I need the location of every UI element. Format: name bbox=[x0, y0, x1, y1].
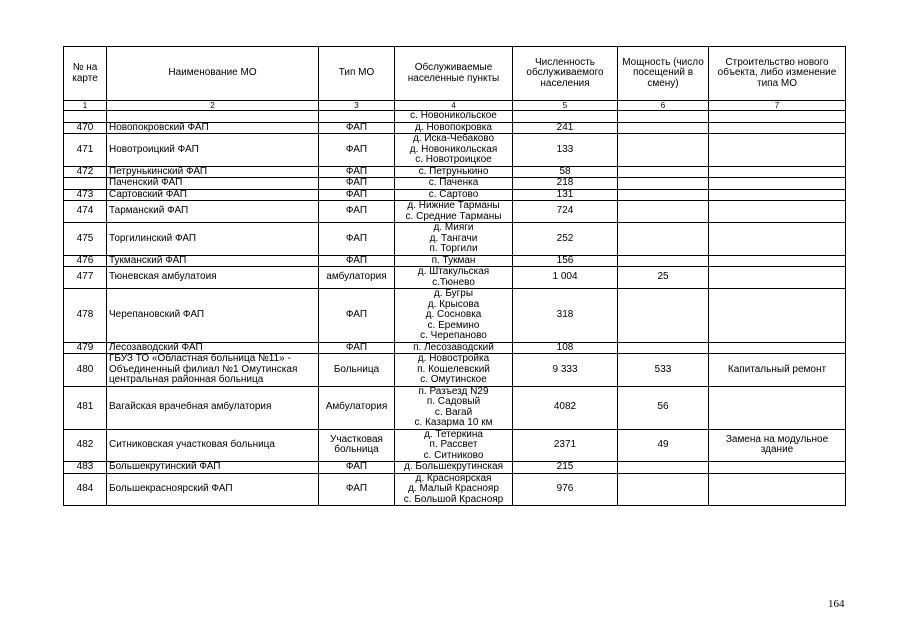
cell-capacity bbox=[618, 111, 709, 123]
cell-population: 976 bbox=[513, 473, 618, 506]
cell-type: ФАП bbox=[319, 255, 395, 267]
table-row bbox=[64, 386, 846, 429]
cell-construction bbox=[709, 255, 846, 267]
cell-construction bbox=[709, 189, 846, 201]
cell-type: ФАП bbox=[319, 473, 395, 506]
cell-name: Сартовский ФАП bbox=[107, 189, 319, 201]
settlement-line: д. Новоникольская bbox=[409, 143, 498, 155]
cell-name: Лесозаводский ФАП bbox=[107, 342, 319, 354]
table-row bbox=[64, 134, 846, 167]
cell-type: ФАП bbox=[319, 189, 395, 201]
cell-capacity: 49 bbox=[618, 429, 709, 462]
settlement-line: д. Штакульская bbox=[417, 266, 490, 277]
page-number: 164 bbox=[828, 598, 845, 610]
cell-type: ФАП bbox=[319, 223, 395, 256]
cell-population: 318 bbox=[513, 289, 618, 343]
cell-population: 58 bbox=[513, 166, 618, 178]
settlement-line: д. Бугры bbox=[433, 288, 474, 299]
settlement-line: д. Новопокровка bbox=[415, 121, 492, 133]
cell-construction bbox=[709, 462, 846, 474]
cell-capacity bbox=[618, 189, 709, 201]
cell-construction bbox=[709, 267, 846, 289]
cell-places bbox=[395, 429, 513, 462]
cell-places bbox=[395, 122, 513, 134]
cell-places bbox=[395, 134, 513, 167]
cell-capacity: 25 bbox=[618, 267, 709, 289]
cell-construction bbox=[709, 473, 846, 506]
table-row bbox=[64, 267, 846, 289]
cell-population: 241 bbox=[513, 122, 618, 134]
cell-places bbox=[395, 166, 513, 178]
cell-construction bbox=[709, 166, 846, 178]
cell-num: 470 bbox=[64, 122, 107, 134]
cell-construction: Капитальный ремонт bbox=[709, 354, 846, 387]
settlement-line: д. Тетеркина bbox=[424, 428, 483, 440]
settlement-line: п. Разъезд N29 bbox=[418, 385, 489, 397]
table-row bbox=[64, 462, 846, 474]
cell-construction bbox=[709, 201, 846, 223]
settlement-line: д. Мияги bbox=[433, 222, 474, 233]
settlement-line: с. Новоникольское bbox=[410, 110, 497, 121]
cell-capacity: 56 bbox=[618, 386, 709, 429]
cell-name: Паченский ФАП bbox=[107, 178, 319, 190]
settlement-line: п. Кошелевский bbox=[417, 363, 490, 375]
cell-name bbox=[107, 111, 319, 123]
cell-name: Большекрутинский ФАП bbox=[107, 462, 319, 474]
settlement-line: с. Сартово bbox=[428, 188, 479, 200]
cell-construction bbox=[709, 111, 846, 123]
cell-capacity bbox=[618, 122, 709, 134]
cell-num bbox=[64, 178, 107, 190]
cell-type: ФАП bbox=[319, 342, 395, 354]
settlement-line: с. Петрунькино bbox=[418, 165, 489, 177]
column-number: 2 bbox=[107, 101, 319, 111]
table-header bbox=[64, 47, 846, 101]
cell-type: ФАП bbox=[319, 166, 395, 178]
header-num: № на карте bbox=[64, 47, 107, 101]
cell-num: 477 bbox=[64, 267, 107, 289]
settlement-line: с. Средние Тарманы bbox=[405, 210, 502, 222]
column-number-row bbox=[64, 101, 846, 111]
cell-population: 724 bbox=[513, 201, 618, 223]
cell-name: Тукманский ФАП bbox=[107, 255, 319, 267]
cell-num: 480 bbox=[64, 354, 107, 387]
settlement-line: д. Тангачи bbox=[429, 232, 478, 244]
cell-name: Вагайская врачебная амбулатория bbox=[107, 386, 319, 429]
cell-name: Новопокровский ФАП bbox=[107, 122, 319, 134]
cell-type: ФАП bbox=[319, 289, 395, 343]
table-row bbox=[64, 223, 846, 256]
settlement-line: с. Большой Краснояр bbox=[403, 493, 504, 505]
settlement-line: п. Торгили bbox=[429, 243, 478, 254]
cell-capacity bbox=[618, 134, 709, 167]
cell-num: 484 bbox=[64, 473, 107, 506]
cell-population: 4082 bbox=[513, 386, 618, 429]
cell-population: 252 bbox=[513, 223, 618, 256]
cell-num: 482 bbox=[64, 429, 107, 462]
settlement-line: п. Тукман bbox=[431, 254, 476, 266]
settlement-line: д. Красноярская bbox=[415, 472, 492, 484]
cell-places bbox=[395, 255, 513, 267]
cell-num: 471 bbox=[64, 134, 107, 167]
cell-capacity bbox=[618, 473, 709, 506]
cell-type: Больница bbox=[319, 354, 395, 387]
table-row bbox=[64, 289, 846, 343]
cell-capacity bbox=[618, 178, 709, 190]
settlement-line: д. Иска-Чебаково bbox=[412, 133, 495, 144]
cell-capacity bbox=[618, 201, 709, 223]
settlement-line: д. Сосновка bbox=[425, 309, 482, 320]
column-number: 4 bbox=[395, 101, 513, 111]
cell-construction bbox=[709, 289, 846, 343]
cell-places bbox=[395, 354, 513, 387]
table-body bbox=[64, 101, 846, 506]
cell-population: 2371 bbox=[513, 429, 618, 462]
cell-num bbox=[64, 111, 107, 123]
cell-type: ФАП bbox=[319, 134, 395, 167]
cell-construction bbox=[709, 122, 846, 134]
cell-num: 473 bbox=[64, 189, 107, 201]
column-number: 6 bbox=[618, 101, 709, 111]
table-row bbox=[64, 166, 846, 178]
column-number: 3 bbox=[319, 101, 395, 111]
cell-places bbox=[395, 342, 513, 354]
cell-places bbox=[395, 189, 513, 201]
settlement-line: д. Нижние Тарманы bbox=[407, 200, 500, 211]
cell-construction bbox=[709, 342, 846, 354]
settlement-line: с. Ситниково bbox=[423, 449, 484, 461]
table-row bbox=[64, 189, 846, 201]
table-row bbox=[64, 178, 846, 190]
settlement-line: с. Черепаново bbox=[420, 330, 487, 341]
table-row bbox=[64, 111, 846, 123]
cell-places bbox=[395, 289, 513, 343]
cell-population bbox=[513, 111, 618, 123]
cell-num: 475 bbox=[64, 223, 107, 256]
table-row bbox=[64, 342, 846, 354]
cell-name: Большекрасноярский ФАП bbox=[107, 473, 319, 506]
cell-name: Тюневская амбулатоия bbox=[107, 267, 319, 289]
settlement-line: д. Новостройка bbox=[417, 353, 490, 364]
cell-num: 478 bbox=[64, 289, 107, 343]
cell-capacity bbox=[618, 462, 709, 474]
cell-name: Новотроицкий ФАП bbox=[107, 134, 319, 167]
cell-places bbox=[395, 201, 513, 223]
cell-type: ФАП bbox=[319, 462, 395, 474]
cell-places bbox=[395, 462, 513, 474]
cell-population: 215 bbox=[513, 462, 618, 474]
cell-type: амбулатория bbox=[319, 267, 395, 289]
header-capacity: Мощность (число посещений в смену) bbox=[618, 47, 709, 101]
cell-places bbox=[395, 111, 513, 123]
cell-type: ФАП bbox=[319, 122, 395, 134]
cell-num: 479 bbox=[64, 342, 107, 354]
cell-type: ФАП bbox=[319, 201, 395, 223]
cell-population: 131 bbox=[513, 189, 618, 201]
cell-name: Торгилинский ФАП bbox=[107, 223, 319, 256]
header-name: Наименование МО bbox=[107, 47, 319, 101]
settlement-line: п. Рассвет bbox=[429, 439, 478, 450]
settlement-line: с. Омутинское bbox=[420, 374, 487, 385]
cell-places bbox=[395, 178, 513, 190]
cell-num: 481 bbox=[64, 386, 107, 429]
cell-population: 218 bbox=[513, 178, 618, 190]
settlement-line: с. Казарма 10 км bbox=[414, 417, 493, 428]
settlement-line: п. Лесозаводский bbox=[413, 341, 494, 353]
cell-construction bbox=[709, 178, 846, 190]
cell-name: Ситниковская участковая больница bbox=[107, 429, 319, 462]
settlement-line: с. Еремино bbox=[427, 319, 480, 331]
settlement-line: с.Тюнево bbox=[432, 276, 475, 288]
cell-construction bbox=[709, 134, 846, 167]
header-type: Тип МО bbox=[319, 47, 395, 101]
cell-capacity bbox=[618, 166, 709, 178]
column-number: 5 bbox=[513, 101, 618, 111]
cell-type bbox=[319, 111, 395, 123]
settlement-line: с. Вагай bbox=[434, 406, 473, 418]
cell-population: 1 004 bbox=[513, 267, 618, 289]
header-population: Численность обслуживаемого населения bbox=[513, 47, 618, 101]
cell-num: 474 bbox=[64, 201, 107, 223]
table-row bbox=[64, 122, 846, 134]
cell-name: Петрунькинский ФАП bbox=[107, 166, 319, 178]
cell-places bbox=[395, 386, 513, 429]
cell-population: 9 333 bbox=[513, 354, 618, 387]
table-row bbox=[64, 473, 846, 506]
cell-type: Участковая больница bbox=[319, 429, 395, 462]
cell-name: Тарманский ФАП bbox=[107, 201, 319, 223]
cell-capacity bbox=[618, 223, 709, 256]
table-row bbox=[64, 354, 846, 387]
column-number: 7 bbox=[709, 101, 846, 111]
settlement-line: с. Паченка bbox=[428, 177, 479, 188]
settlement-line: с. Новотроицкое bbox=[415, 154, 492, 165]
cell-num: 483 bbox=[64, 462, 107, 474]
table-row bbox=[64, 255, 846, 267]
cell-type: Амбулатория bbox=[319, 386, 395, 429]
cell-population: 133 bbox=[513, 134, 618, 167]
cell-name: Черепановский ФАП bbox=[107, 289, 319, 343]
table-row bbox=[64, 429, 846, 462]
column-number: 1 bbox=[64, 101, 107, 111]
settlement-line: д. Малый Краснояр bbox=[408, 483, 499, 494]
cell-population: 156 bbox=[513, 255, 618, 267]
settlement-line: п. Садовый bbox=[426, 396, 481, 407]
cell-places bbox=[395, 473, 513, 506]
medical-organizations-table bbox=[63, 46, 846, 506]
cell-places bbox=[395, 223, 513, 256]
cell-construction bbox=[709, 223, 846, 256]
cell-capacity bbox=[618, 289, 709, 343]
header-construction: Строительство нового объекта, либо изменение типа МО bbox=[709, 47, 846, 101]
settlement-line: д. Большекрутинская bbox=[403, 461, 503, 472]
settlement-line: д. Крысова bbox=[427, 298, 480, 310]
cell-construction bbox=[709, 386, 846, 429]
cell-population: 108 bbox=[513, 342, 618, 354]
cell-name: ГБУЗ ТО «Областная больница №11» - Объединенный филиал №1 Омутинская центральная районная больница bbox=[107, 354, 319, 387]
header-row bbox=[64, 47, 846, 101]
document-page bbox=[63, 46, 846, 506]
cell-capacity bbox=[618, 255, 709, 267]
cell-capacity bbox=[618, 342, 709, 354]
table-row bbox=[64, 201, 846, 223]
cell-type: ФАП bbox=[319, 178, 395, 190]
cell-num: 472 bbox=[64, 166, 107, 178]
cell-construction: Замена на модульное здание bbox=[709, 429, 846, 462]
cell-num: 476 bbox=[64, 255, 107, 267]
cell-capacity: 533 bbox=[618, 354, 709, 387]
cell-places bbox=[395, 267, 513, 289]
header-places: Обслуживаемые населенные пункты bbox=[395, 47, 513, 101]
